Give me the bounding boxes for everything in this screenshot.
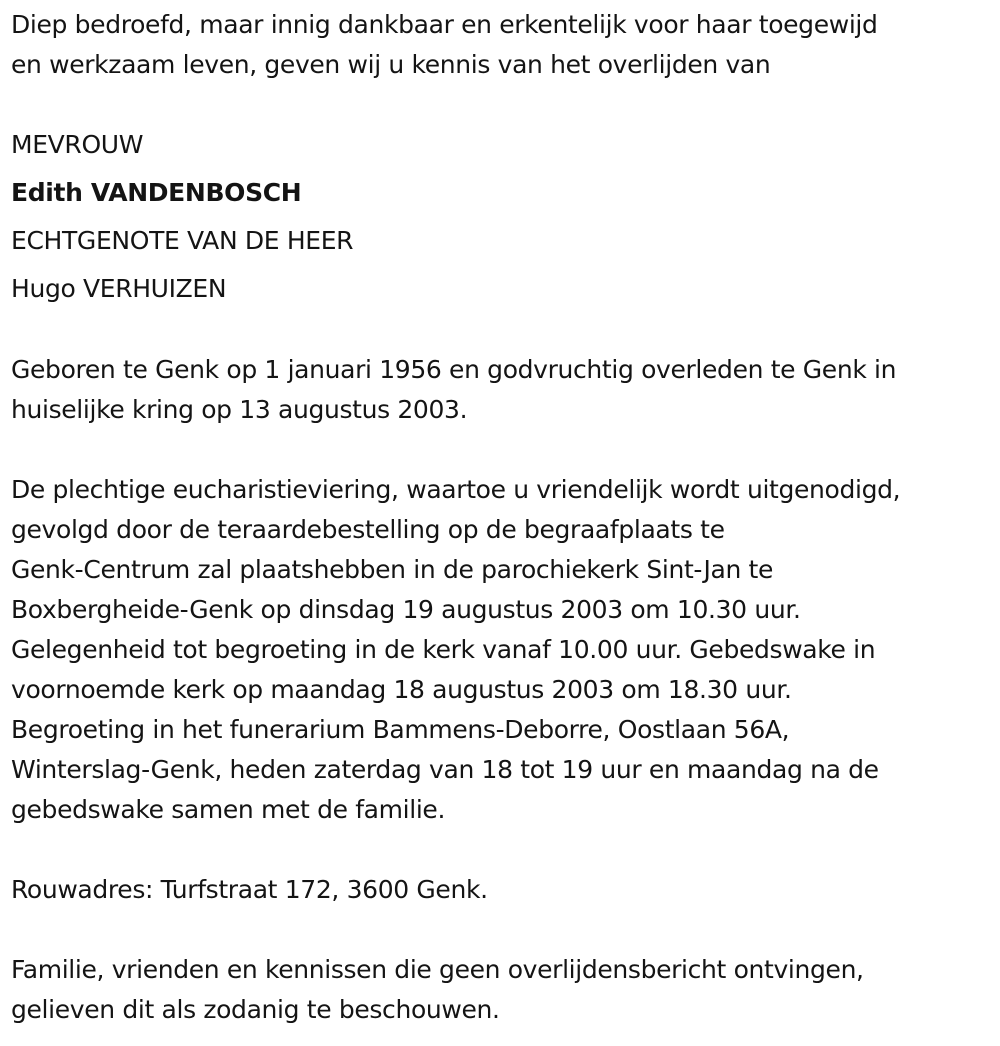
ceremony-line-6: voornoemde kerk op maandag 18 augustus 2003 om 18.30 uur.: [11, 675, 792, 704]
ceremony-line-7: Begroeting in het funerarium Bammens-Deborre, Oostlaan 56A,: [11, 715, 790, 744]
closing-line-1: Familie, vrienden en kennissen die geen overlijdensbericht ontvingen,: [11, 955, 864, 984]
closing-line-2: gelieven dit als zodanig te beschouwen.: [11, 995, 500, 1024]
ceremony-line-4: Boxbergheide-Genk op dinsdag 19 augustus 2003 om 10.30 uur.: [11, 595, 801, 624]
ceremony-line-9: gebedswake samen met de familie.: [11, 795, 446, 824]
ceremony-line-1: De plechtige eucharistieviering, waartoe u vriendelijk wordt uitgenodigd,: [11, 475, 901, 504]
intro-line-1: Diep bedroefd, maar innig dankbaar en erkentelijk voor haar toegewijd: [11, 10, 878, 39]
birth-death-line-2: huiselijke kring op 13 augustus 2003.: [11, 395, 468, 424]
spouse-name: Hugo VERHUIZEN: [11, 274, 227, 303]
mourning-address: Rouwadres: Turfstraat 172, 3600 Genk.: [11, 875, 488, 904]
ceremony-line-2: gevolgd door de teraardebestelling op de begraafplaats te: [11, 515, 725, 544]
deceased-name: Edith VANDENBOSCH: [11, 178, 302, 207]
ceremony-line-5: Gelegenheid tot begroeting in de kerk vanaf 10.00 uur. Gebedswake in: [11, 635, 876, 664]
intro-line-2: en werkzaam leven, geven wij u kennis van het overlijden van: [11, 50, 771, 79]
deceased-relation: ECHTGENOTE VAN DE HEER: [11, 226, 354, 255]
deceased-title: MEVROUW: [11, 130, 144, 159]
ceremony-line-3: Genk-Centrum zal plaatshebben in de parochiekerk Sint-Jan te: [11, 555, 774, 584]
birth-death-line-1: Geboren te Genk op 1 januari 1956 en godvruchtig overleden te Genk in: [11, 355, 897, 384]
ceremony-line-8: Winterslag-Genk, heden zaterdag van 18 tot 19 uur en maandag na de: [11, 755, 879, 784]
